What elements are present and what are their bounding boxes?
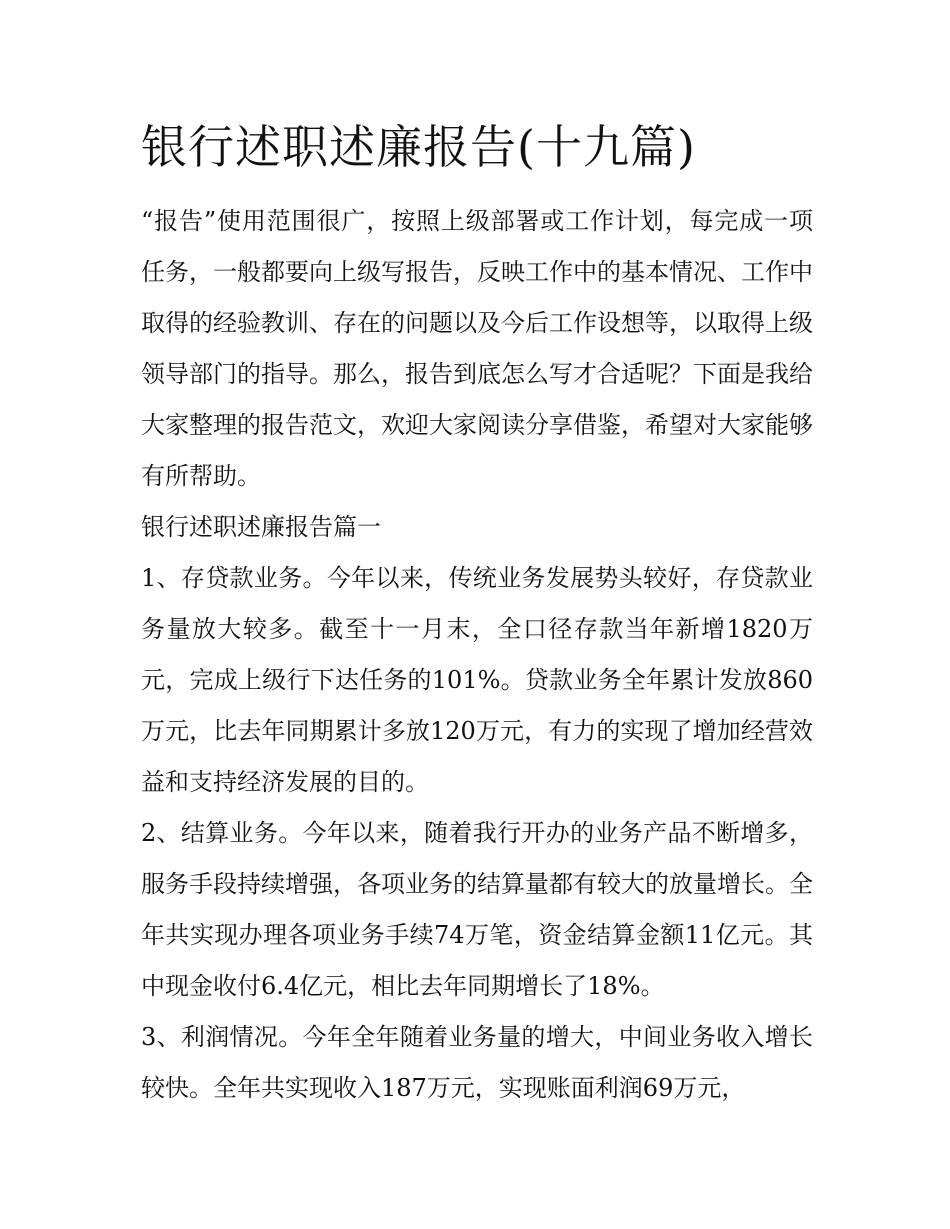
body-paragraph-3: 3、利润情况。今年全年随着业务量的增大，中间业务收入增长较快。全年共实现收入187万元，实现账面利润69万元，	[141, 1023, 813, 1102]
document-title: 银行述职述廉报告(十九篇)	[141, 120, 696, 174]
section-heading: 银行述职述廉报告篇一	[141, 513, 381, 541]
body-paragraph-1: 1、存贷款业务。今年以来，传统业务发展势头较好，存贷款业务量放大较多。截至十一月末，全口径存款当年新增1820万元，完成上级行下达任务的101%。贷款业务全年累计发放860万元，比去年同期累计多放120万元，有力的实现了增加经营效益和支持经济发展的目的。	[141, 564, 813, 796]
document-page	[141, 112, 813, 1114]
body-paragraph-2: 2、结算业务。今年以来，随着我行开办的业务产品不断增多，服务手段持续增强，各项业务的结算量都有较大的放量增长。全年共实现办理各项业务手续74万笔，资金结算金额11亿元。其中现金收付6.4亿元，相比去年同期增长了18%。	[141, 819, 813, 1000]
intro-paragraph: “报告”使用范围很广，按照上级部署或工作计划，每完成一项任务，一般都要向上级写报告，反映工作中的基本情况、工作中取得的经验教训、存在的问题以及今后工作设想等，以取得上级领导部门的指导。那么，报告到底怎么写才合适呢？下面是我给大家整理的报告范文，欢迎大家阅读分享借鉴，希望对大家能够有所帮助。	[141, 207, 813, 490]
